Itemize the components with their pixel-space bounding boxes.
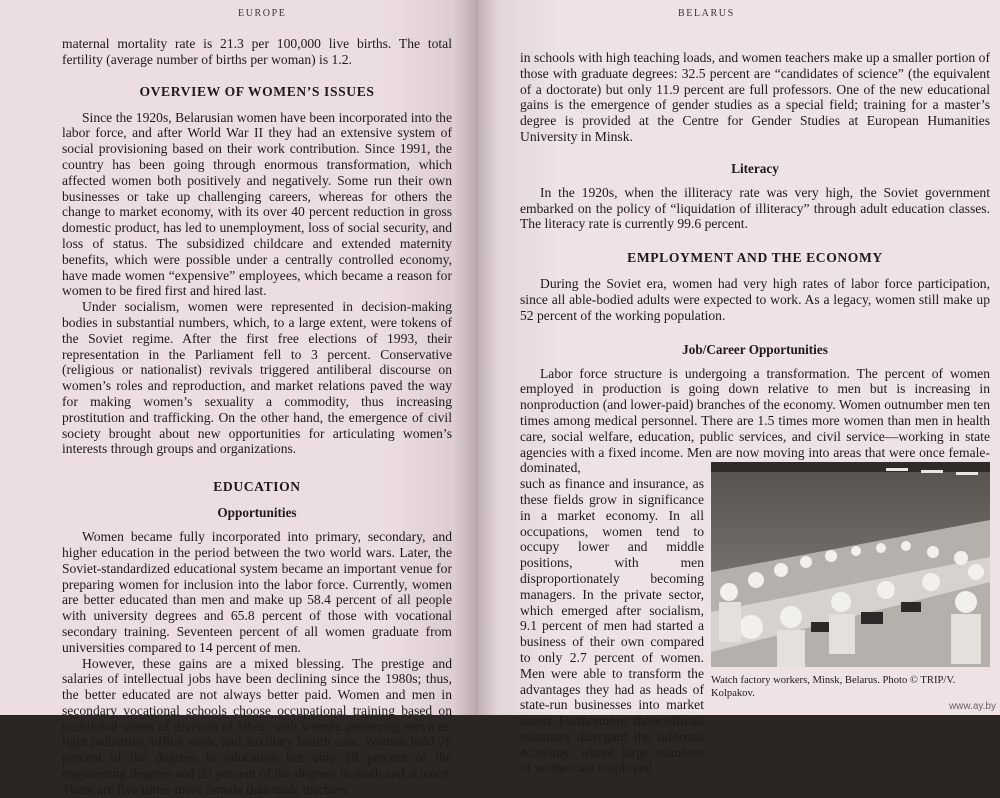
left-page: [0, 0, 478, 797]
paragraph: Women became fully incorporated into primary, secondary, and higher education in the period between the two world wars. Later, the Soviet-standardized educational system became an important venue for preparing women for inclusion into the labor force. Currently, women are better educated than men and make up 58.4 percent of all people with university degrees and 65.8 percent of those with vocational secondary training. Seventeen percent of all women graduate from universities compared to 14 percent of men.: [62, 529, 452, 655]
paragraph: Labor force structure is undergoing a transformation. The percent of women employed in production is going down relative to men but is increasing in nonproduction (and lower-paid) branches of the economy. Women outnumber men ten times among medical personnel. There are 1.5 times more women than men in health care, social welfare, education, public services, and civil service—working in state agencies with a fixed income. Men are now moving into areas that were once female-dominated,: [520, 365, 990, 476]
figure-caption: Watch factory workers, Minsk, Belarus. Photo © TRIP/V. Kolpakov.: [711, 675, 956, 699]
right-page: [478, 0, 1000, 776]
subheading-literacy: Literacy: [731, 160, 779, 176]
subheading-opportunities: Opportunities: [217, 505, 297, 521]
paragraph: In the 1920s, when the illiteracy rate was very high, the Soviet government embarked on the policy of “liquidation of illiteracy” through adult education classes. The literacy rate is currently 99.6 percent.: [520, 184, 990, 232]
running-head-right: BELARUS: [678, 8, 735, 19]
paragraph: During the Soviet era, women had very high rates of labor force participation, since all able-bodied adults were expected to work. As a legacy, women still make up 52 percent of the working population.: [520, 276, 990, 323]
paragraph: maternal mortality rate is 21.3 per 100,000 live births. The total fertility (average number of births per woman) is 1.2.: [62, 36, 452, 67]
subheading-job-career: Job/Career Opportunities: [682, 341, 828, 357]
watermark: www.ay.by: [948, 701, 996, 712]
factory-photo: [711, 462, 990, 667]
section-heading-employment: EMPLOYMENT AND THE ECONOMY: [627, 250, 883, 266]
paragraph-wrapped: such as finance and insurance, as these fields grow in significance in a market economy. In all occupations, women tend to occupy lower and middle positions, with men disproportionately becoming managers. In the private sector, which emerged after socialism, 9.1 percent of men had started a business of their own compared to only 2.7 percent of women. Men were able to transform the advantages they had as heads of state-run businesses into market assets. Furthermore, these official estimates disregard the informal economy, where large numbers of women are employed: [520, 476, 704, 776]
section-heading-overview: OVERVIEW OF WOMEN’S ISSUES: [139, 83, 375, 99]
section-heading-education: EDUCATION: [213, 479, 301, 495]
paragraph: Since the 1920s, Belarusian women have been incorporated into the labor force, and after World War II they had an extensive system of social provisioning based on their work contribution. Since 1991, the country has been going through enormous transformation, which affected women both positively and negatively. Some run their own businesses or take up challenging careers, whereas for others the change to market economy, with its over 40 percent reduction in gross domestic product, has led to unemployment, loss of social security, and loss of status. The subsidized childcare and extended maternity benefits, which were possible under a centrally controlled economy, have made women “expensive” employees, which became a reason for women to be fired first and hired last.: [62, 109, 452, 299]
factory-photo-illustration: [711, 462, 990, 667]
paragraph: Under socialism, women were represented in decision-making bodies in substantial numbers, which, to a large extent, were tokens of the Soviet regime. After the first free elections of 1993, their representation in the Parliament fell to 3 percent. Conservative (religious or nationalist) revivals triggered antiliberal discourse on women’s roles and reproduction, and market relations paved the way for making women’s sexuality a commodity, thus increasing prostitution and trafficking. On the other hand, the emergence of civil society brought about new opportunities for articulating women’s interests through groups and organizations.: [62, 299, 452, 457]
running-head-left: EUROPE: [238, 8, 287, 19]
paragraph: However, these gains are a mixed blessing. The prestige and salaries of intellectual jobs have been declining since the 1980s; thus, the better educated are not always better paid. Women and men in secondary vocational schools choose occupational training based on traditional views of division of labor, with women preferring services, light industries, office work, and auxiliary health care. Women hold 76 percent of the degrees in education but only 28 percent of the engineering degrees and 33 percent of the degrees in math and science. There are five times more female than male teachers: [62, 655, 452, 797]
paragraph: in schools with high teaching loads, and women teachers make up a smaller portion of those with graduate degrees: 32.5 percent are “candidates of science” (the equivalent of a doctorate) but only 11.9 percent are full professors. One of the new educational gains is the emergence of gender studies as a special field; training for a master’s degree is provided at the Centre for Gender Studies at European Humanities University in Minsk.: [520, 50, 990, 144]
figure: [711, 462, 990, 700]
